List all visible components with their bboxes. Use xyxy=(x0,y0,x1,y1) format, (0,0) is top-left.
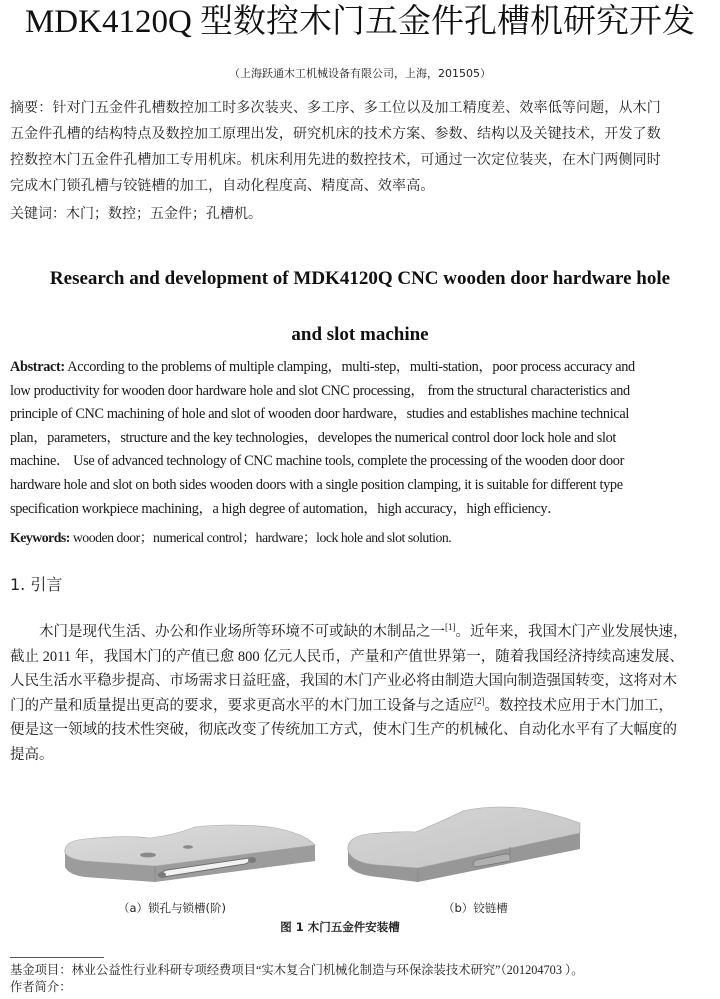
figure-1b-caption: （b）铰链槽 xyxy=(443,901,508,915)
keywords-en-text: wooden door；numerical control；hardware；lock hole and slot solution. xyxy=(69,530,452,545)
figure-1a-caption: （a）锁孔与锁槽(阶) xyxy=(118,901,227,915)
citation-1: [1] xyxy=(445,622,456,632)
abstract-cn-line: 摘要：针对门五金件孔槽数控加工时多次装夹、多工序、多工位以及加工精度差、效率低等问题，从木门 xyxy=(10,100,661,116)
body-line-text: 。数控技术应用于木门加工， xyxy=(484,697,673,714)
body-line: 提高。 xyxy=(10,746,54,763)
abstract-en-line xyxy=(10,356,690,380)
introduction-body xyxy=(10,620,690,767)
abstract-en-label: Abstract: xyxy=(10,359,65,375)
citation-2: [2] xyxy=(474,695,485,706)
section-heading-introduction: 1. 引言 xyxy=(10,575,63,594)
hole xyxy=(183,845,193,849)
paper-title-en-line2: and slot machine xyxy=(291,324,429,345)
figure-1a-lock-slot-image xyxy=(55,805,325,885)
slot-end xyxy=(158,872,166,878)
body-line: 截止 2011 年，我国木门的产值已愈 800 亿元人民币，产量和产值世界第一，随着我国经济持续高速发展、 xyxy=(10,648,684,665)
hole xyxy=(140,853,156,858)
body-line: 人民生活水平稳步提高、市场需求日益旺盛，我国的木门产业必将由制造大国向制造强国转变，这将对木 xyxy=(10,673,677,689)
abstract-en-line: low productivity for wooden door hardware hole and slot CNC processing， from the structural characteristics and xyxy=(10,382,630,399)
footnotes xyxy=(10,962,710,996)
abstract-cn-line: 控数控木门五金件孔槽加工专用机床。机床利用先进的数控技术，可通过一次定位装夹，在木门两侧同时 xyxy=(10,152,661,168)
paper-title-cn: MDK4120Q 型数控木门五金件孔槽机研究开发 xyxy=(24,4,696,40)
abstract-en-line: principle of CNC machining of hole and slot of wooden door hardware，studies and establishes machine technical xyxy=(10,406,629,423)
abstract-en-line: plan，parameters，structure and the key technologies，developes the numerical control door lock hole and slot xyxy=(10,429,617,446)
body-line-text: 。近年来，我国木门产业发展快速， xyxy=(455,624,688,640)
affiliation: （上海跃通木工机械设备有限公司，上海，201505） xyxy=(229,67,491,80)
footnote-author: 作者简介： xyxy=(10,980,72,994)
body-line-text: 木门是现代生活、办公和作业场所等环境不可或缺的木制品之一 xyxy=(10,624,445,640)
paper-title-en-line1: Research and development of MDK4120Q CNC wooden door hardware hole xyxy=(49,268,671,289)
slot-end xyxy=(248,857,256,863)
keywords-en xyxy=(10,528,451,548)
keywords-en-label: Keywords: xyxy=(10,530,70,545)
figure-1b-hinge-slot-image xyxy=(338,793,600,885)
body-line xyxy=(10,620,690,645)
abstract-cn xyxy=(10,95,690,199)
abstract-cn-line: 五金件孔槽的结构特点及数控加工原理出发，研究机床的技术方案、参数、结构以及关键技术，开发了数 xyxy=(10,126,661,142)
keywords-cn: 关键词：木门；数控；五金件；孔槽机。 xyxy=(10,206,262,222)
figure-1-title: 图 1 木门五金件安装槽 xyxy=(280,920,400,934)
abstract-en-line: specification workpiece machining，a high degree of automation，high accuracy，high efficiency． xyxy=(10,500,562,517)
abstract-en-text: According to the problems of multiple clamping，multi-step，multi-station，poor process accuracy and xyxy=(64,359,635,375)
abstract-en xyxy=(10,356,690,521)
paper-title-en xyxy=(0,251,720,363)
abstract-cn-line: 完成木门锁孔槽与铰链槽的加工，自动化程度高、精度高、效率高。 xyxy=(10,178,435,194)
body-line xyxy=(10,694,690,719)
abstract-en-line: hardware hole and slot on both sides wooden doors with a single position clamping, it is suitable for different type xyxy=(10,476,623,493)
abstract-en-line: machine． Use of advanced technology of CNC machine tools, complete the processing of the wooden door door xyxy=(10,453,624,470)
body-line-text: 门的产量和质量提出更高的要求，要求更高水平的木门加工设备与之适应 xyxy=(10,697,474,714)
footnote-divider xyxy=(10,957,104,958)
body-line: 便是这一领域的技术性突破，彻底改变了传统加工方式，使木门生产的机械化、自动化水平有了大幅度的 xyxy=(10,722,677,738)
footnote-fund: 基金项目：林业公益性行业科研专项经费项目“实木复合门机械化制造与环保涂装技术研究”（201204703 ）。 xyxy=(10,963,584,977)
